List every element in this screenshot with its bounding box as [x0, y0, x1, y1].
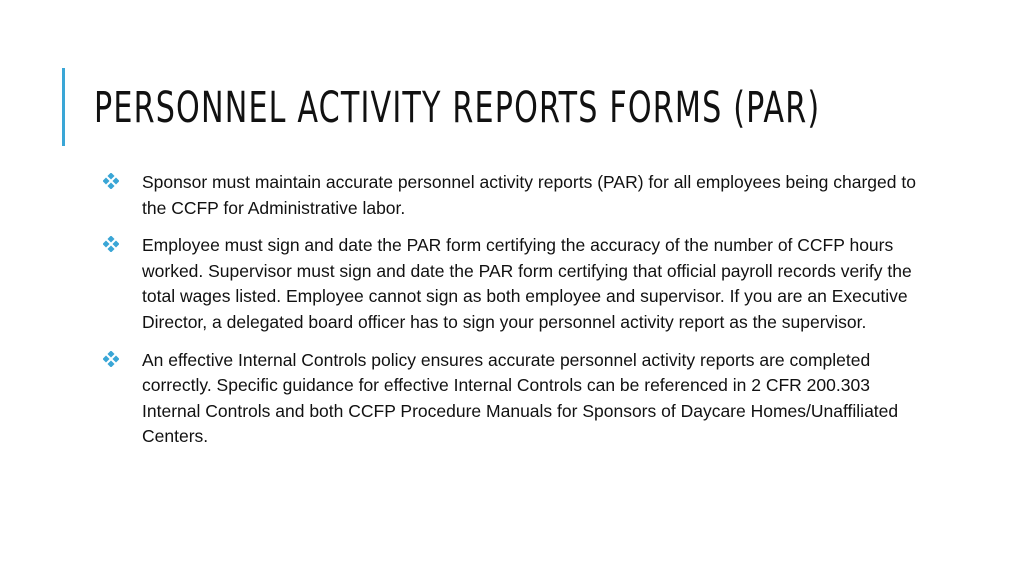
diamond-bullet-icon — [100, 170, 142, 196]
diamond-bullet-icon — [100, 348, 142, 374]
bullet-list — [100, 170, 920, 462]
diamond-bullet-icon — [100, 233, 142, 259]
bullet-text: Sponsor must maintain accurate personnel activity reports (PAR) for all employees being charged to the CCFP for Administrative labor. — [142, 172, 916, 218]
slide-title: PERSONNEL ACTIVITY REPORTS FORMS (PAR) — [94, 83, 821, 133]
bullet-item — [100, 348, 920, 450]
title-accent-bar — [62, 68, 65, 146]
bullet-item — [100, 170, 920, 221]
bullet-text: An effective Internal Controls policy ensures accurate personnel activity reports are completed correctly. Specific guidance for effective Internal Controls can be referenced in 2 CFR 200.303 Internal Controls and both CCFP Procedure Manuals for Sponsors of Daycare Homes/Unaffiliated Centers. — [142, 349, 899, 447]
bullet-text: Employee must sign and date the PAR form certifying the accuracy of the number of CCFP hours worked. Supervisor must sign and date the PAR form certifying that official payroll records verify the total wages listed. Employee cannot sign as both employee and supervisor. If you are an Executive Director, a delegated board officer has to sign your personnel activity report as the supervisor. — [142, 235, 912, 332]
bullet-item — [100, 233, 920, 335]
